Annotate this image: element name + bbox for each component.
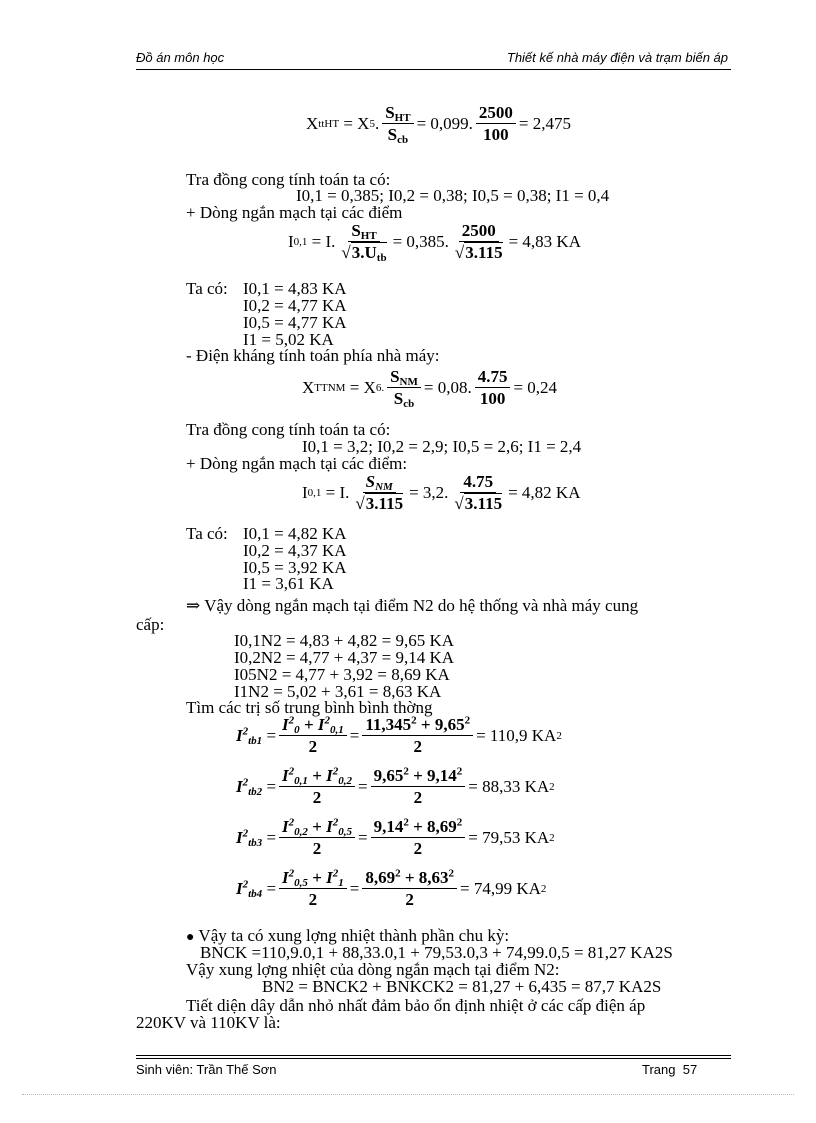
text-vay-xung: ● Vậy ta có xung lợng nhiệt thành phần chu kỳ: [186, 926, 510, 945]
sum-row: I0,2N2 = 4,77 + 4,37 = 9,14 KA [234, 648, 455, 667]
text-tra-1: Tra đồng cong tính toán ta có: [186, 170, 391, 189]
footer-page: Trang 57 [642, 1062, 698, 1077]
sum-row: I05N2 = 4,77 + 3,92 = 8,69 KA [234, 665, 450, 684]
text-vay-1: ⇒ Vậy dòng ngắn mạch tại điểm N2 do hệ thống và nhà máy cung [186, 596, 639, 615]
formula-avg: $I^2_{tb2}$ = $\frac{I^2_{0,1} + I^2_{0,2}}{2}$ = $\frac{9,65^2 + 9,14^2}{2}$ = 88,33 KA 2 [236, 765, 555, 807]
formula-i01-ht: I 0,1 = I. $\frac{S_{HT}}{√3.U_{tb}}$ = 0,385. $\frac{2500}{√3.115}$ = 4,83 KA [288, 221, 581, 264]
taco-2-row: I0,1 = 4,82 KA [243, 524, 347, 543]
text-dong-2: + Dòng ngắn mạch tại các điểm: [186, 454, 408, 473]
text-bnck: BNCK =110,9.0,1 + 88,33.0,1 + 79,53.0,3 + 74,99.0,5 = 81,27 KA2S [200, 943, 673, 962]
taco-2-row: I1 = 3,61 KA [243, 574, 334, 593]
page-bottom-divider [22, 1094, 794, 1095]
taco-2-label: Ta có: [186, 524, 228, 543]
taco-2-row: I0,2 = 4,37 KA [243, 541, 347, 560]
taco-1-row: I0,5 = 4,77 KA [243, 313, 347, 332]
bullet-icon: ● [186, 930, 195, 945]
taco-1-row: I0,2 = 4,77 KA [243, 296, 347, 315]
formula-avg: $I^2_{tb1}$ = $\frac{I^2_0 + I^2_{0,1}}{2}$ = $\frac{11,345^2 + 9,65^2}{2}$ = 110,9 KA 2 [236, 714, 562, 756]
footer-rule [136, 1055, 731, 1056]
text-dien-khang: - Điện kháng tính toán phía nhà máy: [186, 346, 440, 365]
header-right: Thiết kế nhà máy điện và trạm biến áp [506, 50, 728, 65]
text-tiet-dien-1: Tiết diện dây dẫn nhỏ nhất đảm bảo ổn định nhiệt ở các cấp điện áp [186, 996, 646, 1015]
text-tiet-dien-2: 220KV và 110KV là: [136, 1013, 281, 1032]
header-left: Đồ án môn học [136, 50, 225, 65]
text-vay-xung-2: Vậy xung lợng nhiệt của dòng ngắn mạch tại điểm N2: [186, 960, 560, 979]
taco-2-row: I0,5 = 3,92 KA [243, 558, 347, 577]
taco-1-row: I0,1 = 4,83 KA [243, 279, 347, 298]
taco-1-row: I1 = 5,02 KA [243, 330, 334, 349]
footer-left: Sinh viên: Trần Thế Sơn [136, 1062, 277, 1077]
footer-rule-2 [136, 1058, 731, 1059]
header-rule [136, 69, 731, 70]
formula-xttnm: X TTNM = X 6. $\frac{S_{NM}}{S_{cb}}$ = 0,08. $\frac{4.75}{100}$ = 0,24 [302, 367, 558, 410]
text-dong-1: + Dòng ngắn mạch tại các điểm [186, 203, 403, 222]
implies-arrow-icon: ⇒ [186, 596, 201, 615]
text-tim: Tìm các trị số trung bình bình thờng [186, 698, 433, 717]
sum-row: I0,1N2 = 4,83 + 4,82 = 9,65 KA [234, 631, 455, 650]
taco-1-label: Ta có: [186, 279, 228, 298]
sum-row: I1N2 = 5,02 + 3,61 = 8,63 KA [234, 682, 442, 701]
formula-i01-nm: I 0,1 = I. $\frac{S_{NM}}{√3.115}$ = 3,2. $\frac{4.75}{√3.115}$ = 4,82 KA [302, 472, 581, 513]
formula-avg: $I^2_{tb4}$ = $\frac{I^2_{0,5} + I^2_1}{2}$ = $\frac{8,69^2 + 8,63^2}{2}$ = 74,99 KA 2 [236, 867, 547, 909]
text-vals-1: I0,1 = 0,385; I0,2 = 0,38; I0,5 = 0,38; I1 = 0,4 [296, 186, 610, 205]
text-tra-2: Tra đồng cong tính toán ta có: [186, 420, 391, 439]
formula-xtt-ht: X ttHT = X 5 . $\frac{S_{HT}}{S_{cb}}$ = 0,099. $\frac{2500}{100}$ = 2,475 [306, 103, 571, 146]
text-cap: cấp: [136, 615, 165, 634]
text-bn2: BN2 = BNCK2 + BNKCK2 = 81,27 + 6,435 = 87,7 KA2S [262, 977, 662, 996]
text-vals-2: I0,1 = 3,2; I0,2 = 2,9; I0,5 = 2,6; I1 = 2,4 [302, 437, 582, 456]
formula-avg: $I^2_{tb3}$ = $\frac{I^2_{0,2} + I^2_{0,5}}{2}$ = $\frac{9,14^2 + 8,69^2}{2}$ = 79,53 KA 2 [236, 816, 555, 858]
